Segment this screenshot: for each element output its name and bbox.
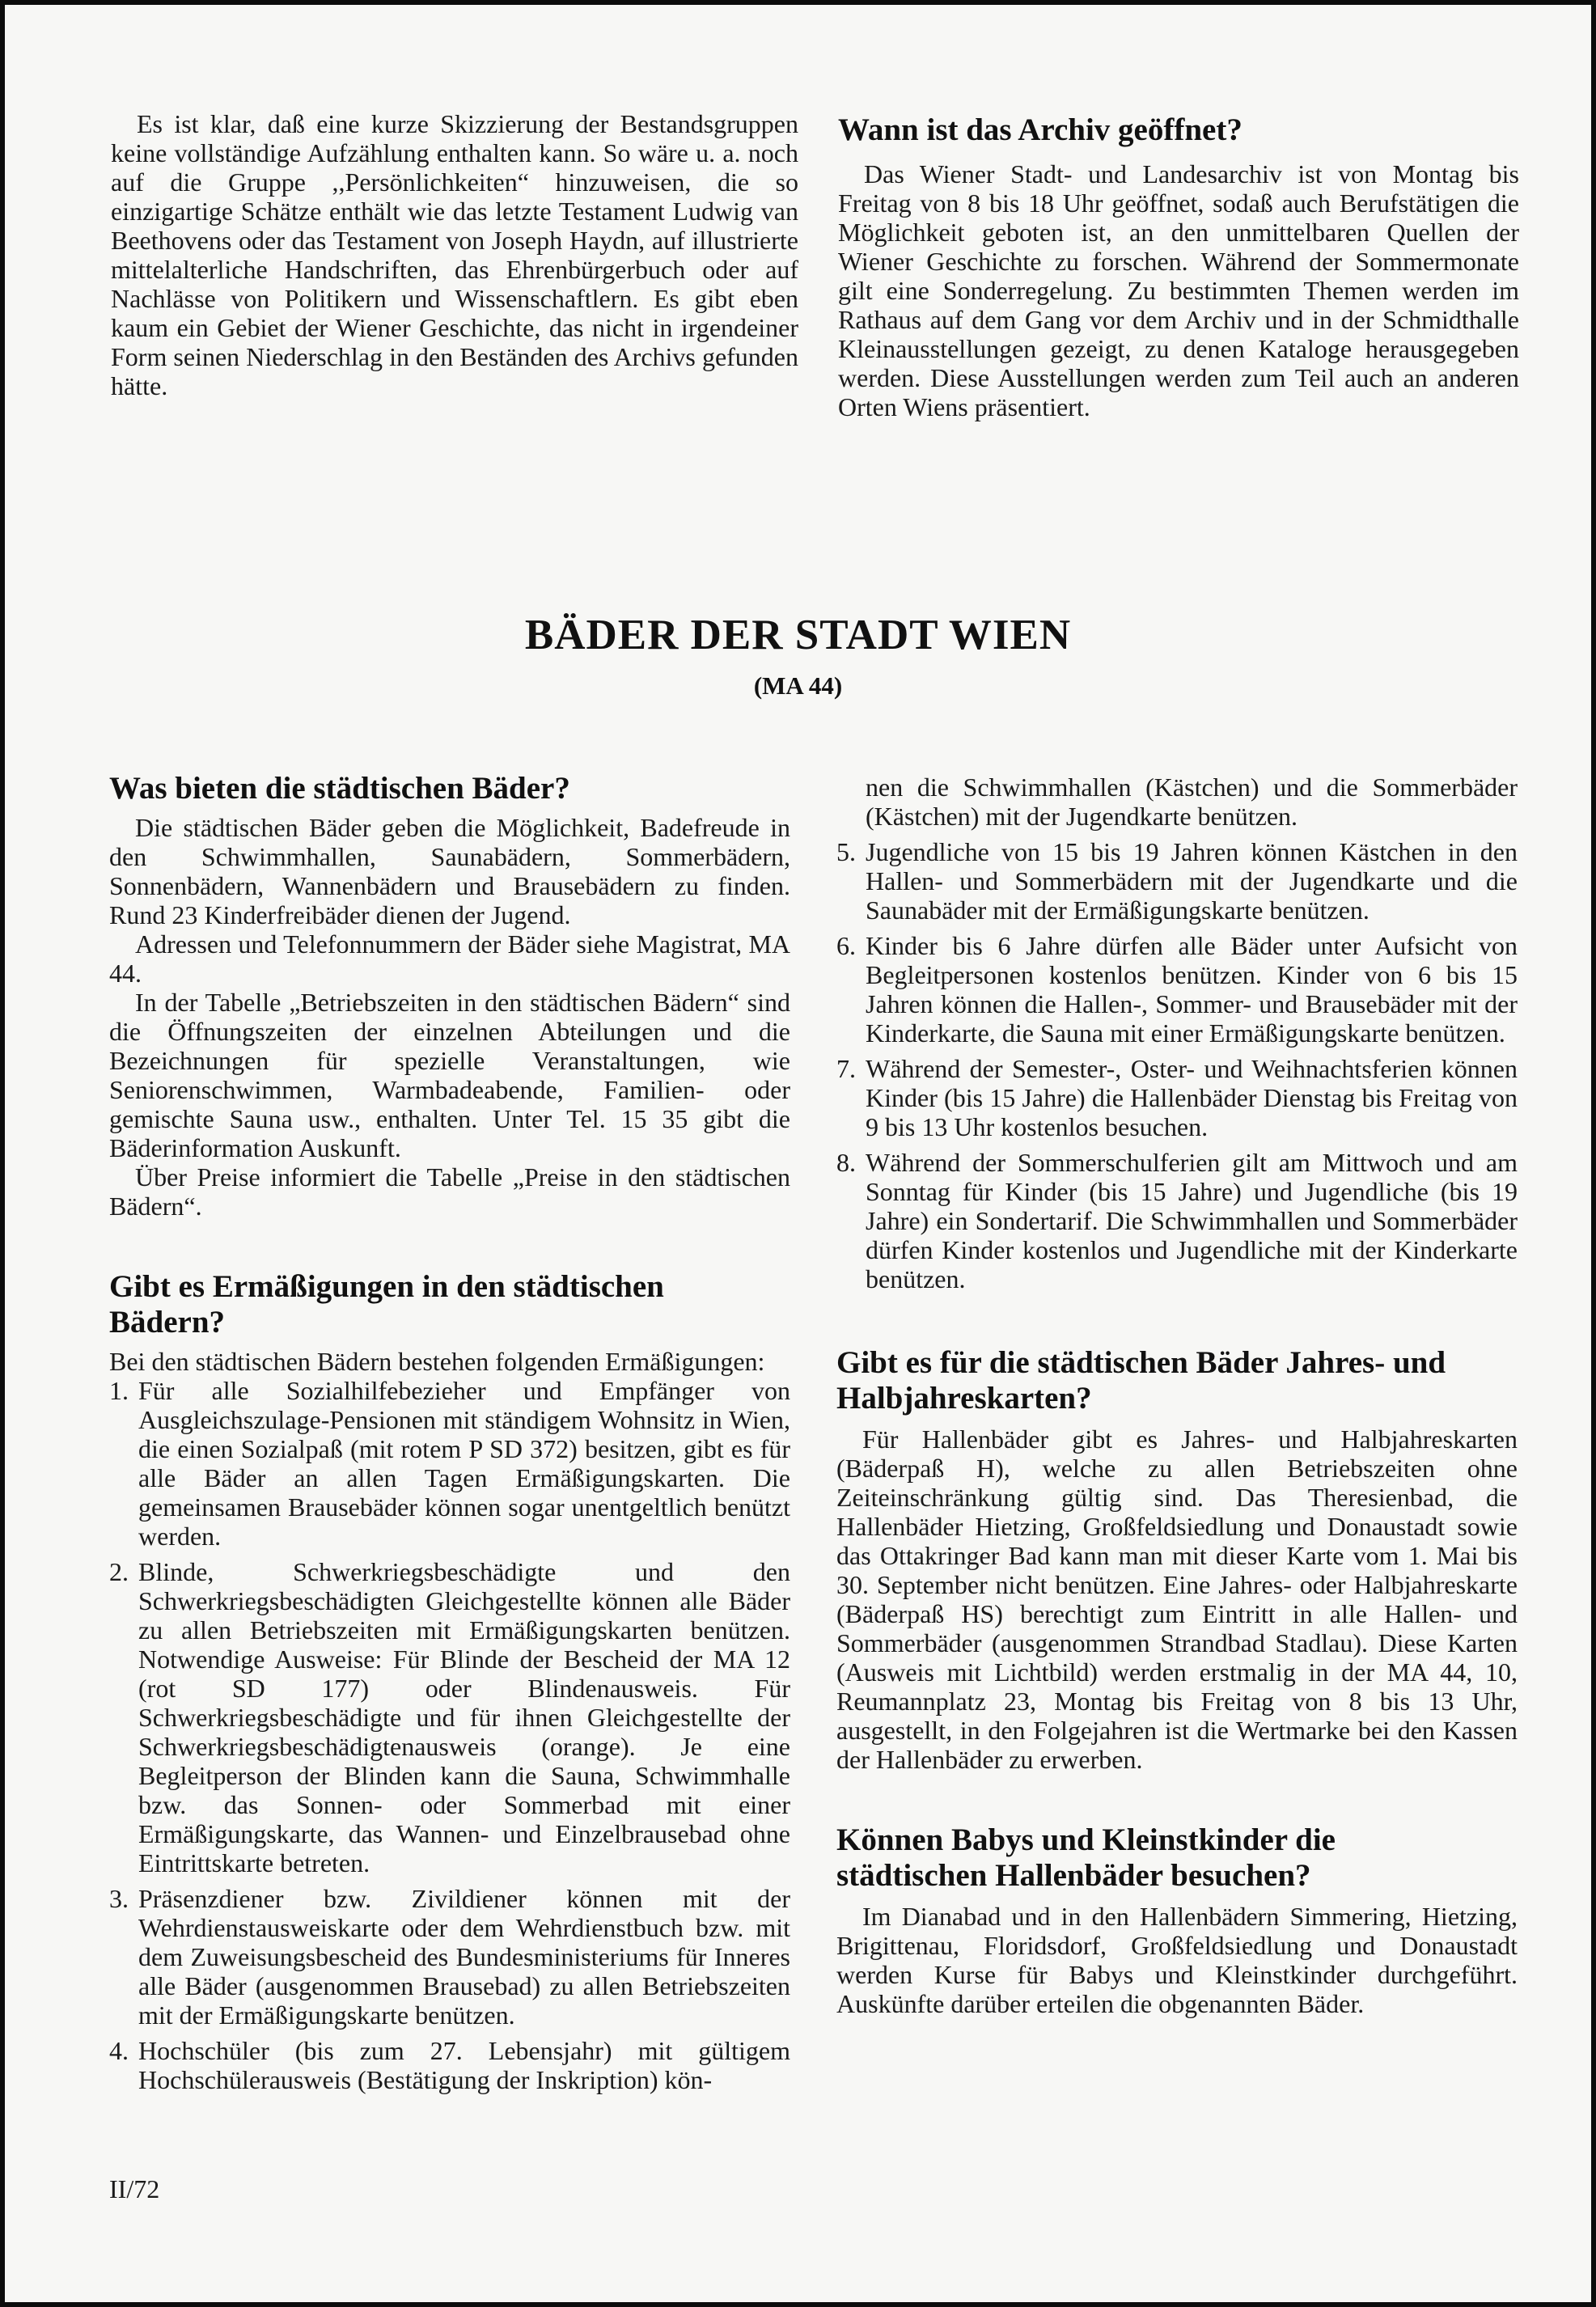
list-text: Kinder bis 6 Jahre dürfen alle Bäder unter Aufsicht von Begleitpersonen kostenlos benützen. Kinder von 6 bis 15 Jahren können die Hallen-, Sommer- und Brausebäder mit der Kinderkarte, die Sauna mit einer Ermäßigungskarte benützen. <box>866 931 1518 1048</box>
offer-paragraph: In der Tabelle „Betriebszeiten in den städtischen Bädern“ sind die Öffnungszeiten der einzelnen Abteilungen und die Bezeichnungen für spezielle Veranstaltungen, wie Seniorenschwimmen, Warmbadeabende, Familien- oder gemischte Sauna usw., enthalten. Unter Tel. 15 35 gibt die Bäderinformation Auskunft. <box>109 988 790 1162</box>
discount-list <box>109 1376 790 2094</box>
page-subtitle: (MA 44) <box>753 671 843 700</box>
offer-heading: Was bieten die städtischen Bäder? <box>109 771 570 806</box>
discount-intro: Bei den städtischen Bädern bestehen folgenden Ermäßigungen: <box>109 1347 765 1376</box>
list-text: Für alle Sozialhilfebezieher und Empfänger von Ausgleichszulage-Pensionen mit ständigem Wohnsitz in Wien, die einen Sozialpaß (mit rotem P SD 372) besitzen, gibt es für alle Bäder an allen Tagen Ermäßigungskarten. Die gemeinsamen Brausebäder können sogar unentgeltlich benützt werden. <box>138 1376 790 1551</box>
page-title: BÄDER DER STADT WIEN <box>524 612 1072 658</box>
list-item <box>836 1054 1518 1141</box>
list-number: 8. <box>836 1148 856 1177</box>
right-column <box>836 773 1518 2018</box>
list-number: 5. <box>836 837 856 866</box>
list-number: 7. <box>836 1054 856 1083</box>
list-number: 1. <box>109 1376 129 1405</box>
archive-hours-paragraph: Das Wiener Stadt- und Landesarchiv ist von Montag bis Freitag von 8 bis 18 Uhr geöffnet, sodaß auch Berufstätigen die Möglichkeit geboten ist, an den unmittelbaren Quellen der Wiener Geschichte zu forschen. Während der Sommermonate gilt eine Sonderregelung. Zu bestimmten Themen werden im Rathaus auf dem Gang vor dem Archiv und in der Schmidthalle Kleinausstellungen gezeigt, zu denen Kataloge herausgegeben werden. Diese Ausstellungen werden zum Teil auch an anderen Orten Wiens präsentiert. <box>838 159 1519 421</box>
season-tickets-heading: Gibt es für die städtischen Bäder Jahres- und Halbjahreskarten? <box>836 1345 1446 1416</box>
list-text: Blinde, Schwerkriegsbeschädigte und den Schwerkriegsbeschädigten Gleichgestellte können alle Bäder zu allen Betriebszeiten mit Ermäßigungskarten benützen. Notwendige Ausweise: Für Blinde der Bescheid der MA 12 (rot SD 177) oder Blindenausweis. Für Schwerkriegsbeschädigte und für ihnen Gleichgestellte der Schwerkriegsbeschädigtenausweis (orange). Je eine Begleitperson der Blinden kann die Sauna, Schwimmhalle bzw. das Sonnen- oder Sommerbad mit einer Ermäßigungskarte, das Wannen- und Einzelbrausebad ohne Eintrittskarte betreten. <box>138 1557 790 1877</box>
offer-paragraph: Adressen und Telefonnummern der Bäder siehe Magistrat, MA 44. <box>109 929 790 988</box>
discount-heading: Gibt es Ermäßigungen in den städtischen Bädern? <box>109 1269 664 1340</box>
list-item <box>836 1148 1518 1293</box>
list-text: Hochschüler (bis zum 27. Lebensjahr) mit gültigem Hochschülerausweis (Bestätigung der Inskription) kön- <box>138 2036 790 2094</box>
list-number: 4. <box>109 2036 129 2065</box>
babies-heading: Können Babys und Kleinstkinder die städtischen Hallenbäder besuchen? <box>836 1822 1336 1893</box>
list-continuation: nen die Schwimmhallen (Kästchen) und die Sommerbäder (Kästchen) mit der Jugendkarte benützen. <box>866 773 1518 831</box>
archive-summary-paragraph: Es ist klar, daß eine kurze Skizzierung der Bestandsgruppen keine vollständige Aufzählung enthalten kann. So wäre u. a. noch auf die Gruppe ,,Persönlichkeiten“ hinzuweisen, die so einzigartige Schätze enthält wie das letzte Testament Ludwig van Beethovens oder das Testament von Joseph Haydn, auf illustrierte mittelalterliche Handschriften, das Ehrenbürgerbuch oder auf Nachlässe von Politikern und Wissenschaftlern. Es gibt eben kaum ein Gebiet der Wiener Geschichte, das nicht in irgendeiner Form seinen Niederschlag in den Beständen des Archivs gefunden hätte. <box>111 109 798 400</box>
list-item <box>109 2036 790 2094</box>
list-item <box>836 931 1518 1048</box>
list-text: Präsenzdiener bzw. Zivildiener können mit der Wehrdienstausweiskarte oder dem Wehrdienstbuch bzw. mit dem Zuweisungsbescheid des Bundesministeriums für Inneres alle Bäder (ausgenommen Brausebad) zu allen Betriebszeiten mit der Ermäßigungskarte benützen. <box>138 1884 790 2030</box>
discount-list-continued <box>836 837 1518 1293</box>
archive-hours-column <box>838 112 1519 421</box>
offer-paragraph: Über Preise informiert die Tabelle „Preise in den städtischen Bädern“. <box>109 1162 790 1221</box>
offer-paragraph: Die städtischen Bäder geben die Möglichkeit, Badefreude in den Schwimmhallen, Saunabädern, Sommerbädern, Sonnenbädern, Wannenbädern und Brausebädern zu finden. Rund 23 Kinderfreibäder dienen der Jugend. <box>109 813 790 929</box>
list-item <box>109 1376 790 1551</box>
left-column <box>109 771 790 2094</box>
archive-hours-heading: Wann ist das Archiv geöffnet? <box>838 112 1243 147</box>
season-tickets-paragraph: Für Hallenbäder gibt es Jahres- und Halbjahreskarten (Bäderpaß H), welche zu allen Betriebszeiten ohne Zeiteinschränkung gültig sind. Das Theresienbad, die Hallenbäder Hietzing, Großfeldsiedlung und Donaustadt sowie das Ottakringer Bad kann man mit dieser Karte vom 1. Mai bis 30. September nicht benützen. Eine Jahres- oder Halbjahreskarte (Bäderpaß HS) berechtigt zum Eintritt in alle Hallen- und Sommerbäder (ausgenommen Strandbad Stadlau). Diese Karten (Ausweis mit Lichtbild) werden erstmalig in der MA 44, 10, Reumannplatz 23, Montag bis Freitag von 8 bis 13 Uhr, ausgestellt, in den Folgejahren ist die Wertmarke bei den Kassen der Hallenbäder zu erwerben. <box>836 1424 1518 1774</box>
list-number: 2. <box>109 1557 129 1586</box>
list-text: Während der Sommerschulferien gilt am Mittwoch und am Sonntag für Kinder (bis 15 Jahre) und Jugendliche (bis 19 Jahre) ein Sondertarif. Die Schwimmhallen und Sommerbäder dürfen Kinder kostenlos und Jugendliche mit der Kinderkarte benützen. <box>866 1148 1518 1293</box>
archive-continuation-column <box>111 109 798 400</box>
list-number: 3. <box>109 1884 129 1913</box>
list-number: 6. <box>836 931 856 960</box>
babies-paragraph: Im Dianabad und in den Hallenbädern Simmering, Hietzing, Brigittenau, Floridsdorf, Großfeldsiedlung und Donaustadt werden Kurse für Babys und Kleinstkinder durchgeführt. Auskünfte darüber erteilen die obgenannten Bäder. <box>836 1902 1518 2018</box>
list-item <box>109 1557 790 1877</box>
list-item <box>109 1884 790 2030</box>
list-text: Während der Semester-, Oster- und Weihnachtsferien können Kinder (bis 15 Jahre) die Hallenbäder Dienstag bis Freitag von 9 bis 13 Uhr kostenlos besuchen. <box>866 1054 1518 1141</box>
page-number: II/72 <box>109 2174 160 2203</box>
list-item <box>836 837 1518 925</box>
list-text: Jugendliche von 15 bis 19 Jahren können Kästchen in den Hallen- und Sommerbädern mit der Jugendkarte und die Saunabäder mit der Ermäßigungskarte benützen. <box>866 837 1518 925</box>
